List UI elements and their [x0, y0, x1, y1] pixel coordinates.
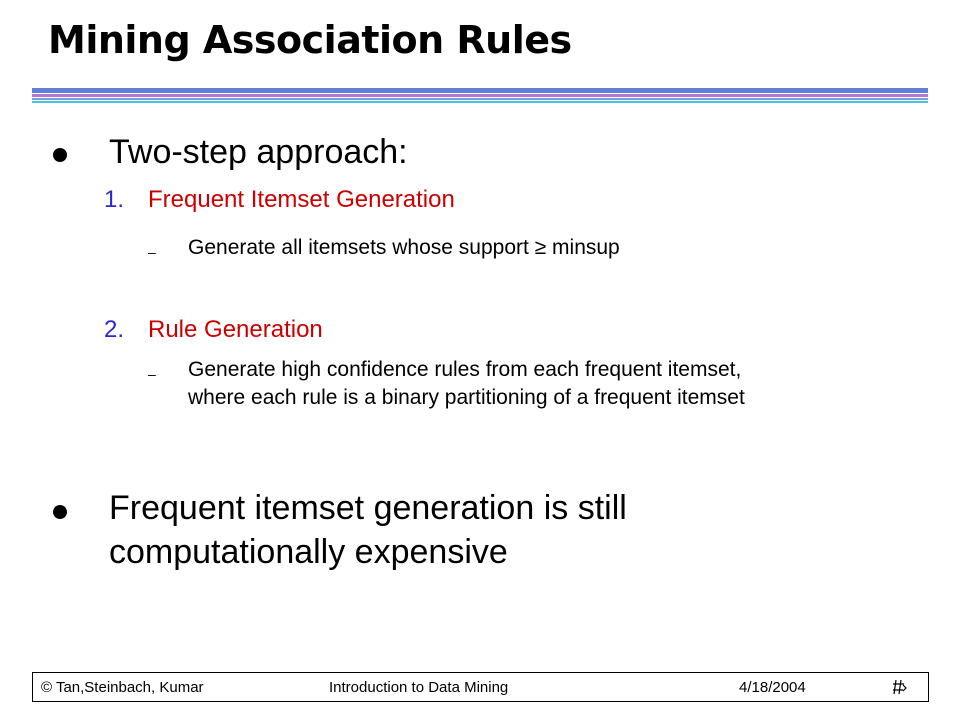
bullet-text: Two-step approach:: [109, 133, 408, 171]
step-heading: Rule Generation: [148, 316, 323, 343]
title-rule: [32, 94, 928, 97]
bullet-icon: [53, 505, 67, 519]
step-number: 2.: [104, 316, 125, 343]
footer-date: 4/18/2004: [739, 679, 806, 696]
bullet-text: computationally expensive: [109, 533, 508, 571]
step-number: 1.: [104, 186, 125, 213]
step-detail: where each rule is a binary partitioning of a frequent itemset: [188, 386, 745, 409]
footer-course: Introduction to Data Mining: [329, 679, 509, 696]
title-rule: [32, 101, 928, 103]
slide-footer: [32, 672, 929, 702]
step-heading: Frequent Itemset Generation: [148, 186, 455, 213]
title-rule: [32, 88, 928, 93]
step-detail: Generate high confidence rules from each frequent itemset,: [188, 358, 742, 381]
page-number-icon: [893, 679, 907, 695]
title-rule: [32, 98, 928, 100]
step-detail: Generate all itemsets whose support ≥ minsup: [188, 236, 620, 259]
dash-marker: –: [148, 366, 156, 382]
bullet-icon: [53, 148, 67, 162]
footer-authors: © Tan,Steinbach, Kumar: [41, 679, 204, 696]
dash-marker: –: [148, 244, 156, 260]
slide-title: Mining Association Rules: [48, 18, 572, 62]
bullet-text: Frequent itemset generation is still: [109, 489, 627, 527]
